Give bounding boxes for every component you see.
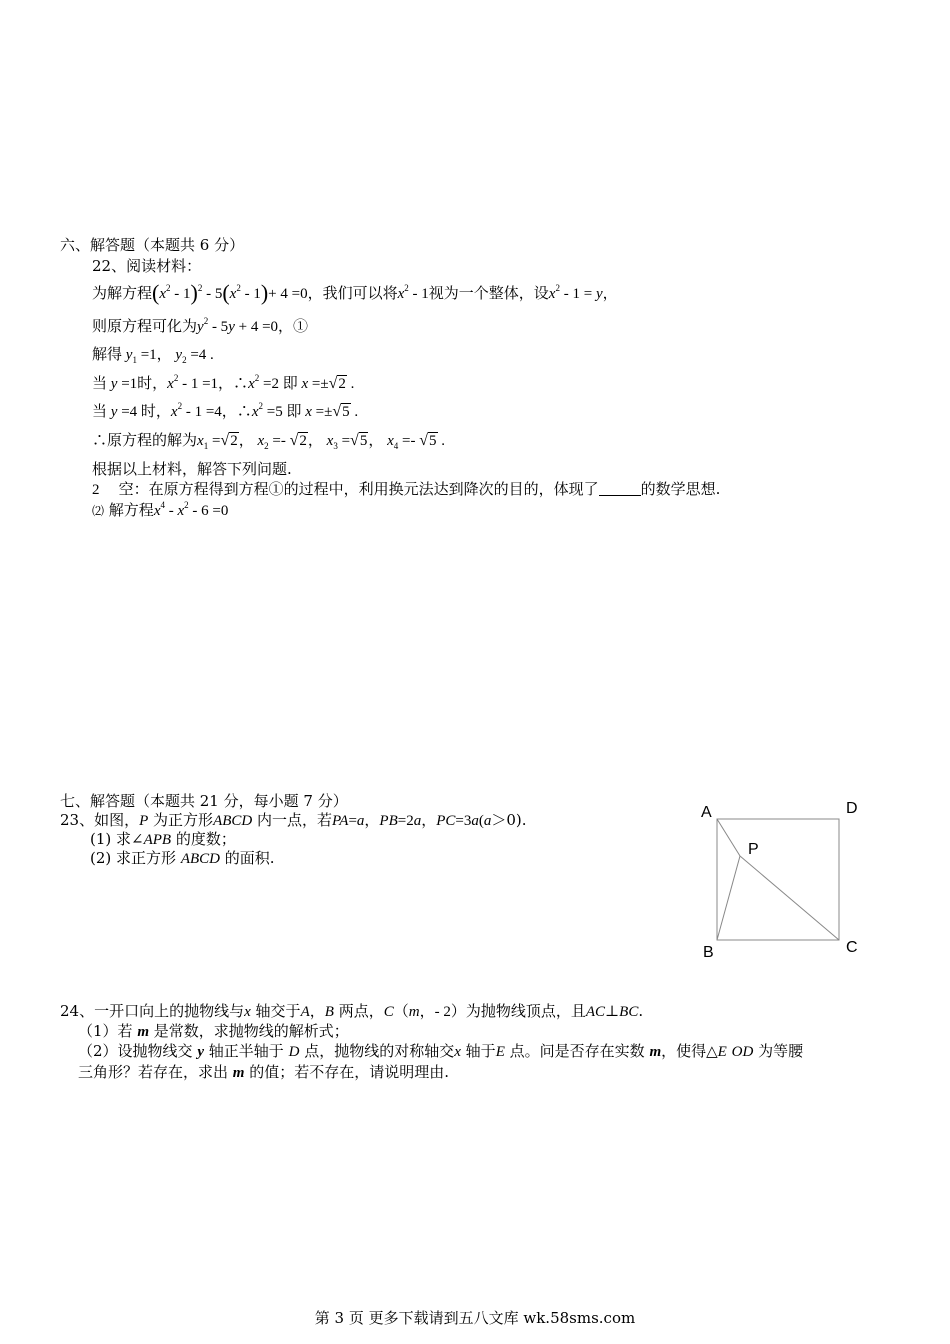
q24-sub2-cont: 三角形？若存在，求出 m 的值；若不存在，请说明理由. bbox=[78, 1063, 450, 1081]
q22-part2: ⑵ 解方程$x^4 - x^2 - 6 =0$ bbox=[92, 500, 229, 519]
q24-line1: 24、一开口向上的抛物线与x 轴交于A，B 两点，C（m，- 2）为抛物线顶点，且AC⊥BC. bbox=[60, 1002, 644, 1020]
q23-line1: 23、如图，P 为正方形ABCD 内一点，若PA=a，PB=2a，PC=3a(a＞0). bbox=[60, 811, 527, 829]
q22-line5: 当 y =4 时，$x^2 - 1 =4$，$\therefore x^2 =5$ 即 x =±√5 . bbox=[92, 401, 359, 420]
section6-heading: 六、解答题（本题共 6 分） bbox=[60, 236, 245, 254]
q24-sub2: （2）设抛物线交 y 轴正半轴于 D 点，抛物线的对称轴交x 轴于E 点。问是否存在实数 m，使得△E OD 为等腰 bbox=[78, 1042, 804, 1060]
q22-line1: 为解方程$(x^2 - 1)^2 - 5(x^2 - 1)+ 4 =0$，我们可以将$x^2 - 1$视为一个整体，设$x^2 - 1 = y$， bbox=[92, 280, 618, 305]
q22-part1: 2 空：在原方程得到方程①的过程中，利用换元法达到降次的目的，体现了 的数学思想. bbox=[92, 480, 721, 498]
q23-sub2: (2) 求正方形 ABCD 的面积. bbox=[90, 849, 275, 867]
square-figure bbox=[700, 800, 870, 970]
label-c: C bbox=[846, 939, 858, 956]
label-p: P bbox=[748, 841, 759, 858]
q22-line6: ∴原方程的解为$x_1 =√2$， $x_2 =- √2$， $x_3 =√5$， $x_4 =- √5$ . bbox=[92, 431, 445, 451]
label-a: A bbox=[701, 804, 712, 821]
square-abcd bbox=[717, 819, 839, 940]
fill-blank[interactable] bbox=[599, 481, 641, 496]
segment-ap bbox=[717, 819, 740, 856]
q22-line7: 根据以上材料，解答下列问题. bbox=[92, 460, 292, 478]
q22-title: 22、阅读材料： bbox=[92, 257, 202, 275]
label-b: B bbox=[703, 944, 714, 961]
q22-line2: 则原方程可化为$y^2 - 5y + 4 =0$，① bbox=[92, 316, 309, 335]
segment-pc bbox=[740, 856, 839, 940]
segment-bp bbox=[717, 856, 740, 940]
section7-heading: 七、解答题（本题共 21 分，每小题 7 分） bbox=[60, 792, 348, 810]
q22-line3: 解得 $y_1 =1$， $y_2 =4$ . bbox=[92, 345, 214, 365]
label-d: D bbox=[846, 800, 858, 817]
page-footer: 第 3 页 更多下载请到五八文库 wk.58sms.com bbox=[314, 1309, 636, 1327]
q23-sub1: (1) 求∠APB 的度数； bbox=[90, 830, 236, 848]
q24-sub1: （1）若 m 是常数，求抛物线的解析式； bbox=[78, 1022, 349, 1040]
q22-line4: 当 y =1时，$x^2 - 1 =1$，$\therefore x^2 =2$ 即 x =±√2 . bbox=[92, 373, 355, 392]
